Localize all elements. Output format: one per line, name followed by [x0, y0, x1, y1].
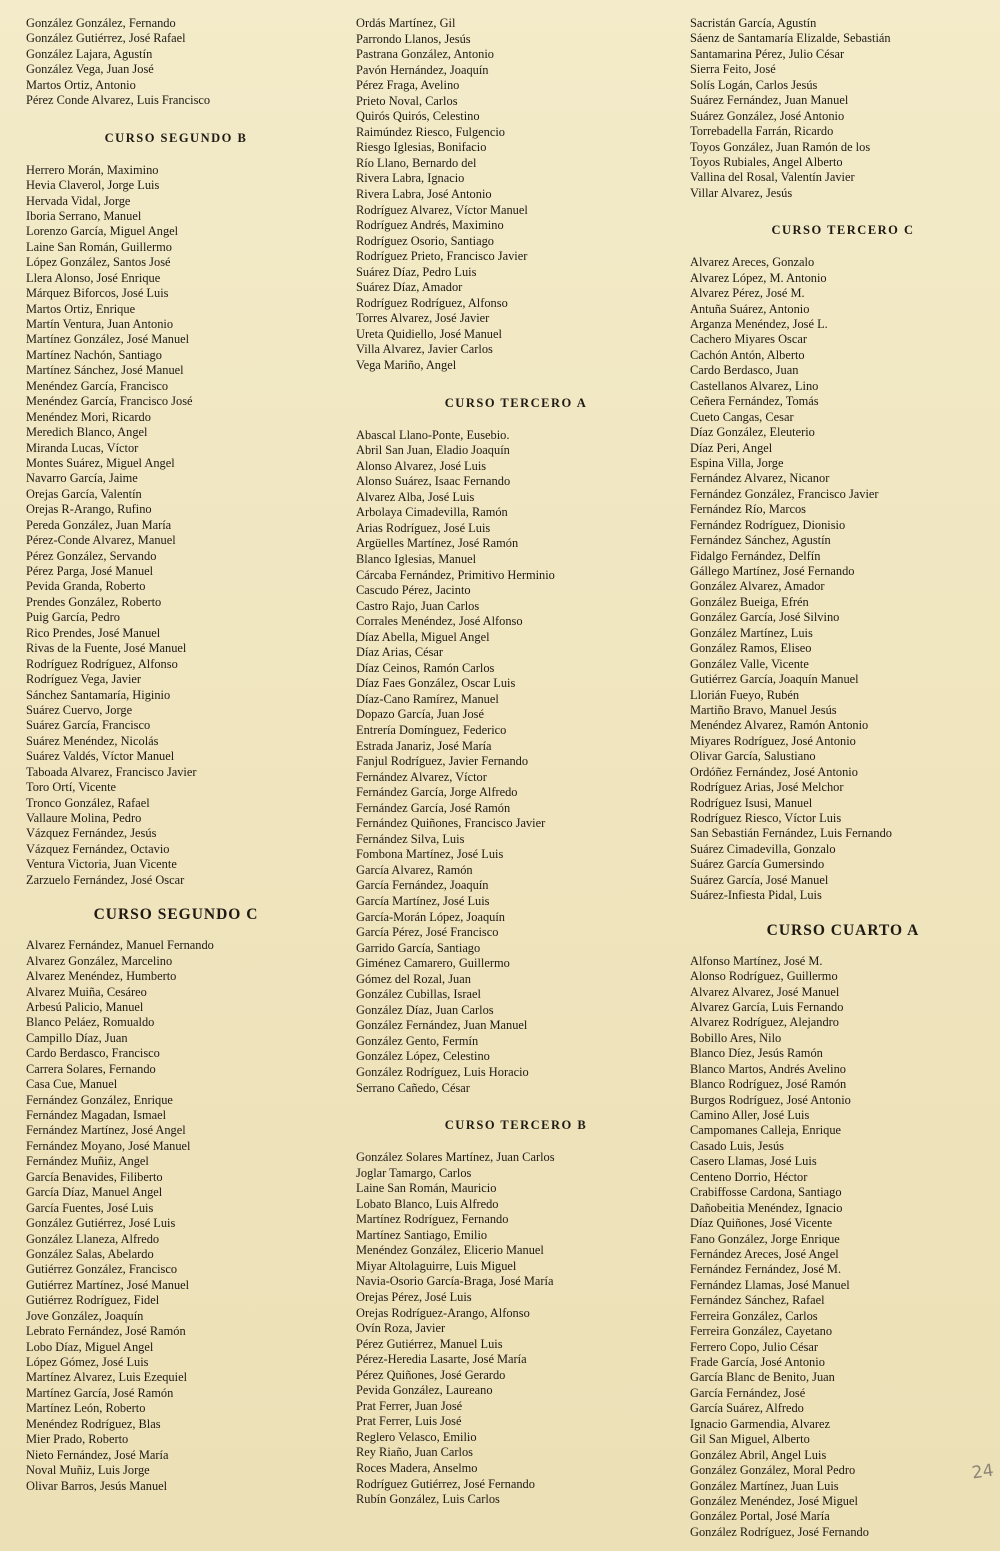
- student-name: Cascudo Pérez, Jacinto: [356, 583, 471, 598]
- student-name: Rubín González, Luis Carlos: [356, 1492, 500, 1507]
- student-name: Menéndez Alvarez, Ramón Antonio: [690, 718, 869, 733]
- student-name: Martínez Rodríguez, Fernando: [356, 1212, 509, 1227]
- student-name: Orejas García, Valentín: [26, 486, 142, 501]
- section-heading: CURSO SEGUNDO B: [104, 130, 248, 145]
- student-name: Díaz Ceinos, Ramón Carlos: [356, 660, 495, 675]
- student-name: Fernández González, Francisco Javier: [690, 486, 879, 501]
- student-name: Blanco Rodríguez, José Ramón: [690, 1077, 847, 1092]
- student-name: Rodríguez Alvarez, Víctor Manuel: [356, 202, 528, 217]
- student-name: Laine San Román, Guillermo: [26, 239, 172, 254]
- student-name: Villa Alvarez, Javier Carlos: [356, 342, 493, 357]
- student-name: González Fernández, Juan Manuel: [356, 1018, 528, 1033]
- student-name: Vega Mariño, Angel: [356, 358, 457, 373]
- student-name: González López, Celestino: [356, 1049, 490, 1064]
- section-heading: CURSO SEGUNDO C: [93, 906, 259, 924]
- student-name: Gutiérrez Rodríguez, Fidel: [26, 1293, 160, 1308]
- student-name: Vallaure Molina, Pedro: [26, 811, 142, 825]
- student-name: Alvarez Fernández, Manuel Fernando: [26, 938, 214, 953]
- student-name: Cardo Berdasco, Francisco: [26, 1046, 160, 1061]
- student-name: Gómez del Rozal, Juan: [356, 971, 471, 986]
- student-name: González Gutiérrez, José Rafael: [26, 31, 186, 46]
- class-section: [26, 16, 326, 109]
- student-name: González González, Fernando: [26, 16, 176, 30]
- student-name: Miyar Altolaguirre, Luis Miguel: [356, 1258, 517, 1273]
- student-list: [26, 938, 326, 1494]
- student-name: González Gento, Fermín: [356, 1033, 479, 1048]
- student-name: Pevida González, Laureano: [356, 1383, 493, 1398]
- student-name: González Cubillas, Israel: [356, 987, 481, 1002]
- student-name: Orejas Pérez, José Luis: [356, 1290, 472, 1305]
- student-name: García-Morán López, Joaquín: [356, 909, 505, 924]
- student-name: Fano González, Jorge Enrique: [690, 1231, 840, 1246]
- student-name: Llorián Fueyo, Rubén: [690, 687, 800, 702]
- student-name: Alfonso Martínez, José M.: [690, 953, 823, 968]
- class-section: [26, 109, 326, 889]
- student-name: Vázquez Fernández, Octavio: [26, 841, 170, 856]
- student-name: Martín Ventura, Juan Antonio: [26, 317, 174, 331]
- student-name: Meredich Blanco, Angel: [26, 425, 148, 440]
- student-name: Fernández Llamas, José Manuel: [690, 1277, 850, 1292]
- student-name: Rodríguez Gutiérrez, José Fernando: [356, 1476, 535, 1491]
- student-name: González Salas, Abelardo: [26, 1246, 154, 1261]
- student-name: Torres Alvarez, José Javier: [356, 311, 490, 326]
- student-name: Martínez Alvarez, Luis Ezequiel: [26, 1370, 188, 1385]
- student-name: Hervada Vidal, Jorge: [26, 193, 131, 208]
- student-name: Márquez Biforcos, José Luis: [26, 286, 169, 301]
- student-name: Iboria Serrano, Manuel: [26, 208, 142, 223]
- student-name: Navarro García, Jaime: [26, 471, 138, 486]
- student-name: Pérez-Conde Alvarez, Manuel: [26, 533, 176, 548]
- student-name: Gállego Martínez, José Fernando: [690, 564, 855, 578]
- student-name: Arbolaya Cimadevilla, Ramón: [356, 505, 508, 520]
- student-name: García Martínez, José Luis: [356, 893, 490, 908]
- student-name: Rodríguez Riesco, Víctor Luis: [690, 811, 842, 825]
- student-name: Lobo Díaz, Miguel Angel: [26, 1339, 154, 1354]
- student-name: Suárez Díaz, Amador: [356, 280, 463, 295]
- student-name: Fernández Alvarez, Nicanor: [690, 471, 830, 486]
- student-name: Cachero Miyares Oscar: [690, 332, 807, 347]
- student-name: Montes Suárez, Miguel Angel: [26, 455, 175, 470]
- student-name: Reglero Velasco, Emilio: [356, 1429, 477, 1444]
- student-name: González González, Moral Pedro: [690, 1463, 856, 1478]
- student-name: Pevida Granda, Roberto: [26, 579, 146, 594]
- student-name: Solís Logán, Carlos Jesús: [690, 77, 818, 92]
- student-name: Díaz Peri, Angel: [690, 440, 773, 455]
- student-name: Rivas de la Fuente, José Manuel: [26, 641, 187, 656]
- student-name: Suárez Menéndez, Nicolás: [26, 733, 159, 748]
- class-section: [690, 16, 996, 201]
- student-name: López Gómez, José Luis: [26, 1355, 149, 1369]
- student-name: González Vega, Juan José: [26, 62, 154, 77]
- class-section: [356, 374, 676, 1097]
- student-name: Suárez Cimadevilla, Gonzalo: [690, 841, 836, 856]
- student-name: Pérez Quiñones, José Gerardo: [356, 1367, 506, 1382]
- student-name: Hevia Claverol, Jorge Luis: [26, 178, 160, 193]
- student-name: Cueto Cangas, Cesar: [690, 409, 794, 424]
- student-name: Fernández García, José Ramón: [356, 800, 511, 815]
- student-name: Martínez García, José Ramón: [26, 1385, 174, 1400]
- student-name: Fernández Río, Marcos: [690, 502, 806, 517]
- student-name: Toyos Rubiales, Angel Alberto: [690, 154, 843, 169]
- student-list: [26, 163, 326, 889]
- student-name: Fernández Sánchez, Agustín: [690, 533, 831, 548]
- student-name: Fanjul Rodríguez, Javier Fernando: [356, 754, 529, 769]
- student-name: Alvarez López, M. Antonio: [690, 270, 827, 285]
- student-name: Gutiérrez Martínez, José Manuel: [26, 1277, 190, 1292]
- student-name: Alvarez González, Marcelino: [26, 953, 173, 968]
- student-name: García Fernández, Joaquín: [356, 878, 489, 893]
- student-name: Pérez Parga, José Manuel: [26, 564, 154, 578]
- student-name: Casa Cue, Manuel: [26, 1077, 118, 1092]
- student-name: Espina Villa, Jorge: [690, 455, 784, 470]
- student-name: Puig García, Pedro: [26, 610, 120, 625]
- student-name: Sacristán García, Agustín: [690, 16, 817, 30]
- student-name: Rodríguez Prieto, Francisco Javier: [356, 249, 528, 264]
- student-name: Pérez-Heredia Lasarte, José María: [356, 1352, 527, 1367]
- student-name: Garrido García, Santiago: [356, 940, 481, 955]
- class-section: [26, 888, 326, 1494]
- student-name: Llera Alonso, José Enrique: [26, 270, 161, 285]
- student-name: Pérez Conde Alvarez, Luis Francisco: [26, 93, 211, 108]
- student-name: Prendes González, Roberto: [26, 594, 162, 609]
- student-name: Raimúndez Riesco, Fulgencio: [356, 124, 506, 139]
- student-name: García Suárez, Alfredo: [690, 1401, 804, 1416]
- student-name: Menéndez Mori, Ricardo: [26, 409, 151, 424]
- student-name: González Menéndez, José Miguel: [690, 1493, 858, 1508]
- student-name: Navia-Osorio García-Braga, José María: [356, 1274, 554, 1289]
- student-name: Díaz Abella, Miguel Angel: [356, 629, 490, 644]
- student-name: Fernández Sánchez, Rafael: [690, 1293, 825, 1308]
- student-name: Argüelles Martínez, José Ramón: [356, 536, 519, 551]
- section-heading: CURSO TERCERO B: [444, 1118, 588, 1133]
- student-name: Díaz-Cano Ramírez, Manuel: [356, 691, 499, 706]
- student-name: González Abril, Angel Luis: [690, 1447, 827, 1462]
- student-name: Quirós Quirós, Celestino: [356, 109, 480, 124]
- student-name: Serrano Cañedo, César: [356, 1080, 470, 1095]
- student-name: Villar Alvarez, Jesús: [690, 185, 793, 200]
- student-name: González Gutiérrez, José Luis: [26, 1216, 176, 1231]
- student-name: Rodríguez Rodríguez, Alfonso: [26, 656, 178, 671]
- student-name: González Alvarez, Amador: [690, 579, 825, 594]
- student-name: González Solares Martínez, Juan Carlos: [356, 1150, 555, 1165]
- student-name: Fombona Martínez, José Luis: [356, 847, 504, 862]
- student-name: Suárez Valdés, Víctor Manuel: [26, 749, 175, 764]
- student-name: Martiño Bravo, Manuel Jesús: [690, 702, 837, 717]
- student-name: Crabiffosse Cardona, Santiago: [690, 1185, 842, 1200]
- student-name: Martínez Nachón, Santiago: [26, 347, 162, 362]
- student-name: Castellanos Alvarez, Lino: [690, 378, 819, 393]
- student-name: Pereda González, Juan María: [26, 517, 172, 532]
- student-name: Campomanes Calleja, Enrique: [690, 1123, 842, 1138]
- student-name: Centeno Dorrio, Héctor: [690, 1169, 808, 1184]
- student-name: Díaz Quiñones, José Vicente: [690, 1216, 833, 1231]
- student-name: Suárez García, Francisco: [26, 718, 151, 733]
- student-name: Suárez Cuervo, Jorge: [26, 702, 133, 717]
- student-name: San Sebastián Fernández, Luis Fernando: [690, 826, 892, 841]
- student-name: Castro Rajo, Juan Carlos: [356, 598, 480, 613]
- student-name: Ovín Roza, Javier: [356, 1321, 446, 1336]
- student-name: Fernández Alvarez, Víctor: [356, 769, 487, 784]
- student-name: González Bueiga, Efrén: [690, 594, 809, 609]
- student-name: Taboada Alvarez, Francisco Javier: [26, 764, 197, 779]
- student-name: Martos Ortiz, Antonio: [26, 77, 136, 92]
- student-name: Rivera Labra, José Antonio: [356, 187, 492, 202]
- student-name: Rey Riaño, Juan Carlos: [356, 1445, 474, 1460]
- student-name: Sánchez Santamaría, Higinio: [26, 687, 171, 702]
- student-name: Noval Muñiz, Luis Jorge: [26, 1463, 150, 1478]
- student-name: Herrero Morán, Maximino: [26, 162, 159, 177]
- student-name: Ferreira González, Carlos: [690, 1308, 818, 1323]
- student-name: Gil San Miguel, Alberto: [690, 1432, 810, 1447]
- student-name: González Portal, José María: [690, 1509, 830, 1524]
- student-name: Fernández Magadan, Ismael: [26, 1108, 167, 1122]
- student-name: Alvarez García, Luis Fernando: [690, 999, 844, 1014]
- student-name: Suárez Díaz, Pedro Luis: [356, 264, 477, 279]
- student-name: Fernández Muñiz, Angel: [26, 1154, 149, 1169]
- section-heading: CURSO CUARTO A: [766, 921, 920, 939]
- student-name: Joglar Tamargo, Carlos: [356, 1165, 472, 1180]
- student-name: Alvarez Pérez, José M.: [690, 286, 805, 301]
- student-name: Toro Ortí, Vicente: [26, 780, 117, 795]
- student-name: Sierra Feito, José: [690, 62, 776, 77]
- student-name: Blanco Iglesias, Manuel: [356, 551, 477, 566]
- student-name: Díaz Faes González, Oscar Luis: [356, 676, 516, 691]
- student-list: [356, 16, 676, 374]
- student-name: Ceñera Fernández, Tomás: [690, 394, 819, 409]
- student-name: Rodríguez Isusi, Manuel: [690, 795, 813, 810]
- column-left: [26, 16, 326, 1544]
- student-name: Alonso Alvarez, José Luis: [356, 458, 487, 473]
- student-name: González Valle, Vicente: [690, 656, 809, 671]
- student-name: Blanco Peláez, Romualdo: [26, 1015, 155, 1030]
- student-name: Menéndez García, Francisco: [26, 378, 169, 393]
- student-name: Alvarez Menéndez, Humberto: [26, 969, 177, 984]
- student-name: Gutiérrez González, Francisco: [26, 1262, 178, 1277]
- student-name: Entrería Domínguez, Federico: [356, 722, 507, 737]
- student-list: [356, 428, 676, 1097]
- student-name: Carrera Solares, Fernando: [26, 1061, 156, 1076]
- student-name: Torrebadella Farrán, Ricardo: [690, 124, 834, 139]
- student-name: Fernández Quiñones, Francisco Javier: [356, 816, 546, 831]
- student-list: [356, 1150, 676, 1508]
- student-name: González Martínez, Luis: [690, 625, 813, 640]
- student-name: Cachón Antón, Alberto: [690, 347, 805, 362]
- student-name: Rodríguez Arias, José Melchor: [690, 780, 844, 795]
- student-name: Fernández Fernández, José M.: [690, 1262, 842, 1277]
- student-name: Vallina del Rosal, Valentín Javier: [690, 170, 855, 185]
- student-name: Mier Prado, Roberto: [26, 1432, 129, 1447]
- student-name: González Lajara, Agustín: [26, 46, 153, 61]
- student-name: Cárcaba Fernández, Primitivo Herminio: [356, 567, 555, 582]
- student-name: Lebrato Fernández, José Ramón: [26, 1324, 186, 1339]
- student-name: González Rodríguez, Luis Horacio: [356, 1065, 529, 1079]
- student-name: Menéndez Rodríguez, Blas: [26, 1416, 161, 1431]
- student-name: Roces Madera, Anselmo: [356, 1461, 478, 1476]
- student-name: Olivar García, Salustiano: [690, 749, 816, 764]
- student-name: Martos Ortiz, Enrique: [26, 301, 136, 316]
- student-name: Antuña Suárez, Antonio: [690, 301, 810, 316]
- student-name: Miranda Lucas, Víctor: [26, 440, 139, 455]
- student-name: Cardo Berdasco, Juan: [690, 363, 799, 378]
- student-name: Camino Aller, José Luis: [690, 1108, 810, 1122]
- student-name: González Llaneza, Alfredo: [26, 1231, 160, 1246]
- student-name: Rodríguez Andrés, Maximino: [356, 218, 504, 233]
- student-name: Alvarez Alvarez, José Manuel: [690, 984, 840, 999]
- student-name: Martínez González, José Manuel: [26, 332, 190, 347]
- student-name: Arias Rodríguez, José Luis: [356, 520, 491, 535]
- student-name: García Díaz, Manuel Angel: [26, 1185, 163, 1200]
- student-name: Ventura Victoria, Juan Vicente: [26, 857, 177, 872]
- student-name: Corrales Menéndez, José Alfonso: [356, 614, 523, 629]
- student-name: Vázquez Fernández, Jesús: [26, 826, 157, 841]
- class-section: [356, 1096, 676, 1508]
- student-list: [690, 954, 996, 1541]
- student-name: González Martínez, Juan Luis: [690, 1478, 839, 1493]
- student-name: Laine San Román, Mauricio: [356, 1181, 497, 1196]
- student-name: González Ramos, Eliseo: [690, 641, 812, 656]
- student-name: Fernández Martínez, José Angel: [26, 1123, 186, 1138]
- student-name: Nieto Fernández, José María: [26, 1447, 169, 1462]
- student-name: Suárez-Infiesta Pidal, Luis: [690, 888, 822, 903]
- student-name: Casado Luis, Jesús: [690, 1138, 784, 1153]
- student-name: Blanco Díez, Jesús Ramón: [690, 1046, 823, 1061]
- student-name: Abascal Llano-Ponte, Eusebio.: [356, 427, 510, 442]
- student-name: Rico Prendes, José Manuel: [26, 625, 161, 640]
- student-name: Orejas R-Arango, Rufino: [26, 502, 152, 517]
- student-name: Olivar Barros, Jesús Manuel: [26, 1478, 168, 1493]
- student-name: Menéndez González, Elicerio Manuel: [356, 1243, 544, 1258]
- student-name: Alonso Rodríguez, Guillermo: [690, 969, 838, 984]
- student-name: García Pérez, José Francisco: [356, 925, 499, 940]
- student-name: Burgos Rodríguez, José Antonio: [690, 1092, 851, 1107]
- section-heading: CURSO TERCERO C: [771, 223, 915, 238]
- student-name: Ferreira González, Cayetano: [690, 1324, 833, 1339]
- student-name: González Díaz, Juan Carlos: [356, 1002, 494, 1017]
- student-name: García Fuentes, José Luis: [26, 1200, 154, 1215]
- student-name: Río Llano, Bernardo del: [356, 155, 477, 170]
- student-name: Suárez Fernández, Juan Manuel: [690, 93, 849, 108]
- student-name: Pérez Fraga, Avelino: [356, 78, 460, 93]
- student-name: Gutiérrez García, Joaquín Manuel: [690, 672, 859, 687]
- student-name: Tronco González, Rafael: [26, 795, 150, 810]
- student-name: Fernández Moyano, José Manuel: [26, 1138, 191, 1153]
- page-number-mark: 24: [971, 1460, 996, 1484]
- student-name: Parrondo Llanos, Jesús: [356, 31, 471, 46]
- student-name: Díaz Arias, César: [356, 645, 444, 660]
- student-name: Fernández Rodríguez, Dionisio: [690, 517, 846, 532]
- student-name: Rodríguez Osorio, Santiago: [356, 233, 494, 248]
- student-name: Giménez Camarero, Guillermo: [356, 956, 510, 971]
- student-name: Rodríguez Vega, Javier: [26, 672, 142, 687]
- student-name: Martínez Santiago, Emilio: [356, 1227, 488, 1242]
- class-section: [690, 904, 996, 1541]
- student-name: Arbesú Palicio, Manuel: [26, 999, 144, 1014]
- student-name: Prieto Noval, Carlos: [356, 93, 458, 108]
- student-name: García Fernández, José: [690, 1385, 806, 1400]
- student-name: Ureta Quidiello, José Manuel: [356, 326, 502, 341]
- student-name: Fernández García, Jorge Alfredo: [356, 785, 518, 800]
- student-list: [26, 16, 326, 109]
- student-name: Jove González, Joaquín: [26, 1308, 144, 1323]
- student-name: Alvarez Muiña, Cesáreo: [26, 984, 147, 999]
- student-name: Ferrero Copo, Julio César: [690, 1339, 819, 1354]
- student-name: Casero Llamas, José Luis: [690, 1154, 817, 1169]
- student-name: Lobato Blanco, Luis Alfredo: [356, 1196, 499, 1211]
- student-name: Alvarez Areces, Gonzalo: [690, 255, 815, 270]
- student-name: Alvarez Alba, José Luis: [356, 489, 475, 504]
- column-middle: [356, 16, 676, 1544]
- student-name: Ordóñez Fernández, José Antonio: [690, 764, 858, 779]
- student-name: Campillo Díaz, Juan: [26, 1030, 128, 1045]
- class-section: [690, 201, 996, 903]
- student-name: López González, Santos José: [26, 255, 171, 270]
- student-name: García Benavides, Filiberto: [26, 1169, 163, 1184]
- student-name: Martínez León, Roberto: [26, 1401, 146, 1416]
- student-name: Prat Ferrer, Luis José: [356, 1414, 462, 1429]
- student-name: Toyos González, Juan Ramón de los: [690, 139, 871, 154]
- student-name: Miyares Rodríguez, José Antonio: [690, 733, 856, 748]
- student-name: Dañobeitia Menéndez, Ignacio: [690, 1200, 843, 1215]
- student-name: Fernández González, Enrique: [26, 1092, 173, 1107]
- student-name: Díaz González, Eleuterio: [690, 425, 815, 440]
- student-name: Estrada Janariz, José María: [356, 738, 492, 753]
- student-name: Martínez Sánchez, José Manuel: [26, 363, 184, 378]
- student-name: Lorenzo García, Miguel Angel: [26, 224, 179, 239]
- student-name: Bobillo Ares, Nilo: [690, 1030, 782, 1045]
- student-name: Fidalgo Fernández, Delfín: [690, 548, 821, 563]
- student-name: Sáenz de Santamaría Elizalde, Sebastián: [690, 31, 891, 46]
- class-section: [356, 16, 676, 374]
- student-name: García Alvarez, Ramón: [356, 862, 473, 877]
- student-name: Rodríguez Rodríguez, Alfonso: [356, 295, 508, 310]
- student-name: Fernández Silva, Luis: [356, 831, 465, 846]
- student-name: Alonso Suárez, Isaac Fernando: [356, 474, 511, 489]
- student-name: Riesgo Iglesias, Bonifacio: [356, 140, 487, 155]
- student-name: Suárez García Gumersindo: [690, 857, 825, 872]
- student-name: Suárez García, José Manuel: [690, 872, 829, 887]
- student-name: García Blanc de Benito, Juan: [690, 1370, 835, 1385]
- student-name: Pérez González, Servando: [26, 548, 157, 563]
- student-name: Alvarez Rodríguez, Alejandro: [690, 1015, 839, 1030]
- student-name: Dopazo García, Juan José: [356, 707, 484, 722]
- student-list: [690, 16, 996, 201]
- student-name: Prat Ferrer, Juan José: [356, 1398, 463, 1413]
- student-name: Blanco Martos, Andrés Avelino: [690, 1061, 847, 1076]
- student-name: Santamarina Pérez, Julio César: [690, 46, 845, 61]
- student-name: Menéndez García, Francisco José: [26, 394, 193, 409]
- student-name: González García, José Silvino: [690, 610, 840, 625]
- student-name: Pérez Gutiérrez, Manuel Luis: [356, 1336, 503, 1351]
- student-name: Zarzuelo Fernández, José Oscar: [26, 872, 185, 887]
- student-list: [690, 255, 996, 903]
- student-name: Abril San Juan, Eladio Joaquín: [356, 443, 510, 458]
- student-name: Arganza Menéndez, José L.: [690, 317, 828, 331]
- student-name: Suárez González, José Antonio: [690, 108, 845, 123]
- student-name: Fernández Areces, José Angel: [690, 1246, 839, 1261]
- student-name: Rivera Labra, Ignacio: [356, 171, 465, 186]
- student-name: Orejas Rodríguez-Arango, Alfonso: [356, 1305, 530, 1320]
- student-name: Ordás Martínez, Gil: [356, 16, 456, 30]
- student-name: González Rodríguez, José Fernando: [690, 1524, 869, 1539]
- student-name: Pavón Hernández, Joaquín: [356, 62, 489, 77]
- student-name: Ignacio Garmendia, Alvarez: [690, 1416, 831, 1431]
- section-heading: CURSO TERCERO A: [444, 395, 588, 410]
- student-name: Pastrana González, Antonio: [356, 47, 494, 62]
- column-right: [690, 16, 996, 1544]
- student-name: Frade García, José Antonio: [690, 1355, 825, 1369]
